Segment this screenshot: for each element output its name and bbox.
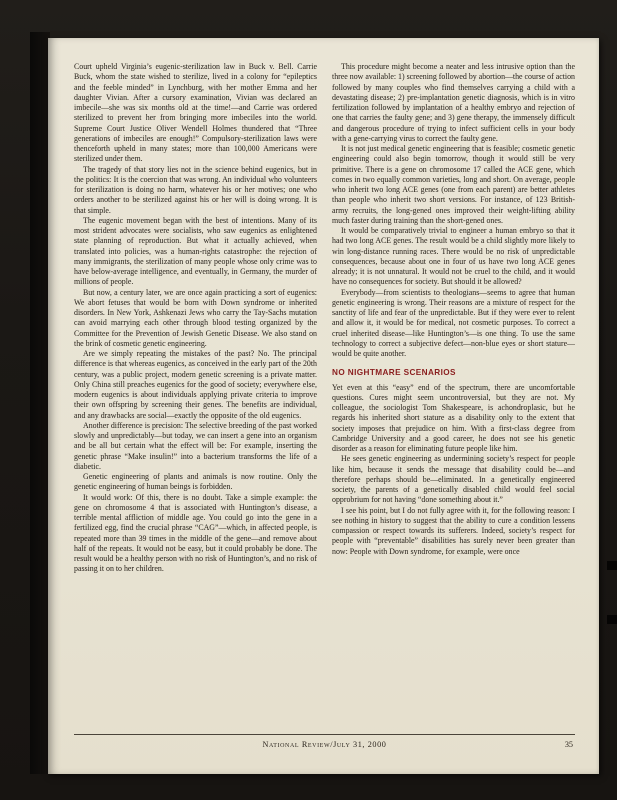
paragraph: I see his point, but I do not fully agree with it, for the following reason: I see nothing in history to suggest that the ability to cure a condition lessens compassion or respect towards its sufferers. Indeed, society’s respect for people with “preventable” disabilities has surely never been greater than now: People with Down syndrome, for example, were once bbox=[332, 505, 575, 556]
page-footer bbox=[74, 734, 575, 756]
journal-name: National Review/July 31, 2000 bbox=[262, 740, 387, 749]
paragraph: It is not just medical genetic engineering that is feasible; cosmetic genetic engineering could also begin tomorrow, though it would still be very primitive. There is a gene on chromosome 17 called the ACE gene, which comes in two equally common varieties, long and short. On average, people who inherit two long ACE genes (one from each parent) are better athletes than people who inherit two short versions. For instance, of 123 British-army recruits, the long-gened ones improved their weight-lifting ability much faster during training than the short-gened ones. bbox=[332, 144, 575, 225]
article-columns bbox=[74, 62, 575, 728]
paragraph: It would work: Of this, there is no doubt. Take a simple example: the gene on chromosome 4 that is associated with Huntington’s disease, a terrible mental affliction of middle age. You could go into the gene in a fertilized egg, find the crucial phrase “CAG”—which, in affected people, is repeated more than 39 times in the middle of the gene—and remove about half of the repeats. It would not be easy, but it could probably be done. The result would be a healthy person with no risk of Huntington’s, and no risk of passing it on to her children. bbox=[74, 492, 317, 574]
paragraph: This procedure might become a neater and less intrusive option than the three now available: 1) screening followed by abortion—the course of action followed by many couples who find themselves carrying a child with a devastating disease; 2) pre-implantation genetic diagnosis, which is in vitro fertilization followed by implantation of a healthy embryo and rejection of one that carries the faulty gene; and 3) gene therapy, the immensely difficult and dangerous procedure of trying to infect sufficient cells in your body with a gene-carrying virus to correct the faulty gene. bbox=[332, 62, 575, 143]
paragraph: But now, a century later, we are once again practicing a sort of eugenics: We abort fetuses that would be born with Down syndrome or inherited disorders. In New York, Ashkenazi Jews who carry the Tay-Sachs mutation can avoid marrying each other through blood testing organized by the Committee for the Prevention of Jewish Genetic Disease. We also stand on the brink of cosmetic genetic engineering. bbox=[74, 287, 317, 348]
paragraph: Everybody—from scientists to theologians—seems to agree that human genetic engineering is wrong. Their reasons are a mixture of respect for the sanctity of life and fear of the unpredictable. But if they were ever to relent and allow it, it would be for medical, not cosmetic purposes. To correct a cruel inherited disease—like Huntington’s—is one thing. To use the same technology to correct a subjective defect—non-blue eyes or short stature—would be quite another. bbox=[332, 287, 575, 358]
paragraph: He sees genetic engineering as undermining society’s respect for people like him, because it sends the message that disability could be—and therefore perhaps should be—eliminated. In a genetically engineered society, the parents of a genetically disabled child would feel social opprobrium for not having “done something about it.” bbox=[332, 454, 575, 505]
paragraph: It would be comparatively trivial to engineer a human embryo so that it had two long ACE genes. The result would be a child slightly more likely to win long-distance running races. There would be no risk of unpredictable consequences, because about one in four of us have two long ACE genes already; it is not unnatural. It would not be cruel to the child, and it would have no consequences for society. But should it be allowed? bbox=[332, 226, 575, 287]
footer-rule bbox=[74, 734, 575, 735]
page-number: 35 bbox=[564, 740, 573, 749]
paragraph: Are we simply repeating the mistakes of the past? No. The principal difference is that whereas eugenics, as conceived in the early part of the 20th century, was a public project, modern genetic screening is a private matter. Only China still preaches eugenics for the good of society; everywhere else, modern eugenics is about individuals applying private criteria to improve their own offspring by screening their genes. The benefits are individual, and any drawbacks are social—exactly the opposite of the old eugenics. bbox=[74, 349, 317, 420]
edge-mark bbox=[607, 615, 617, 624]
paragraph: The tragedy of that story lies not in the science behind eugenics, but in the politics: It is the coercion that was wrong. An individual who volunteers for sterilization is doing no harm, whatever his or her motives; one who orders another to be sterilized against his or her will is doing wrong. It is that simple. bbox=[74, 164, 317, 215]
section-heading: NO NIGHTMARE SCENARIOS bbox=[332, 368, 456, 378]
left-column bbox=[74, 62, 317, 728]
paragraph: Yet even at this “easy” end of the spectrum, there are uncomfortable questions. Cures might seem uncontroversial, but they are not. My colleague, the sociologist Tom Shakespeare, is achondroplasic, but he regards his inherited short stature as a disability only to the extent that society imposes that prejudice on him. With a first-class degree from Cambridge University and a good career, he does not see his genetic disorder as a reason for eliminating future people like him. bbox=[332, 382, 575, 453]
edge-mark bbox=[607, 561, 617, 570]
paragraph: The eugenic movement began with the best of intentions. Many of its most strident advocates were socialists, who saw eugenics as enlightened state planning of reproduction. But what it actually achieved, when translated into policies, was a human-rights catastrophe: the rejection of many immigrants, the sterilization of many people whose only crime was to have below-average intelligence, and eventually, in Germany, the murder of millions of people. bbox=[74, 215, 317, 287]
paragraph: Court upheld Virginia’s eugenic-sterilization law in Buck v. Bell. Carrie Buck, whom the state wished to sterilize, lived in a colony for “epileptics and the feeble minded” in Lynchburg, with her mother Emma and her daughter Vivian. After a cursory examination, Vivian was declared an imbecile—she was six months old at the time!—and Carrie was ordered sterilized to prevent her from bringing more imbeciles into the world. Supreme Court Justice Oliver Wendell Holmes thundered that “Three generations of imbeciles are enough!” Compulsory-sterilization laws were thenceforth upheld in many states; more than 100,000 Americans were sterilized under them. bbox=[74, 62, 317, 164]
page-spine-shadow bbox=[30, 32, 50, 774]
paragraph: Genetic engineering of plants and animals is now routine. Only the genetic engineering of human beings is forbidden. bbox=[74, 472, 317, 492]
right-column bbox=[332, 62, 575, 728]
paragraph: Another difference is precision: The selective breeding of the past worked slowly and unpredictably—but today, we can insert a gene into an organism and be all but certain what the effect will be: For example, inserting the genetic phrase “Make insulin!” into a bacterium transforms the life of a diabetic. bbox=[74, 420, 317, 471]
magazine-page bbox=[48, 38, 599, 774]
